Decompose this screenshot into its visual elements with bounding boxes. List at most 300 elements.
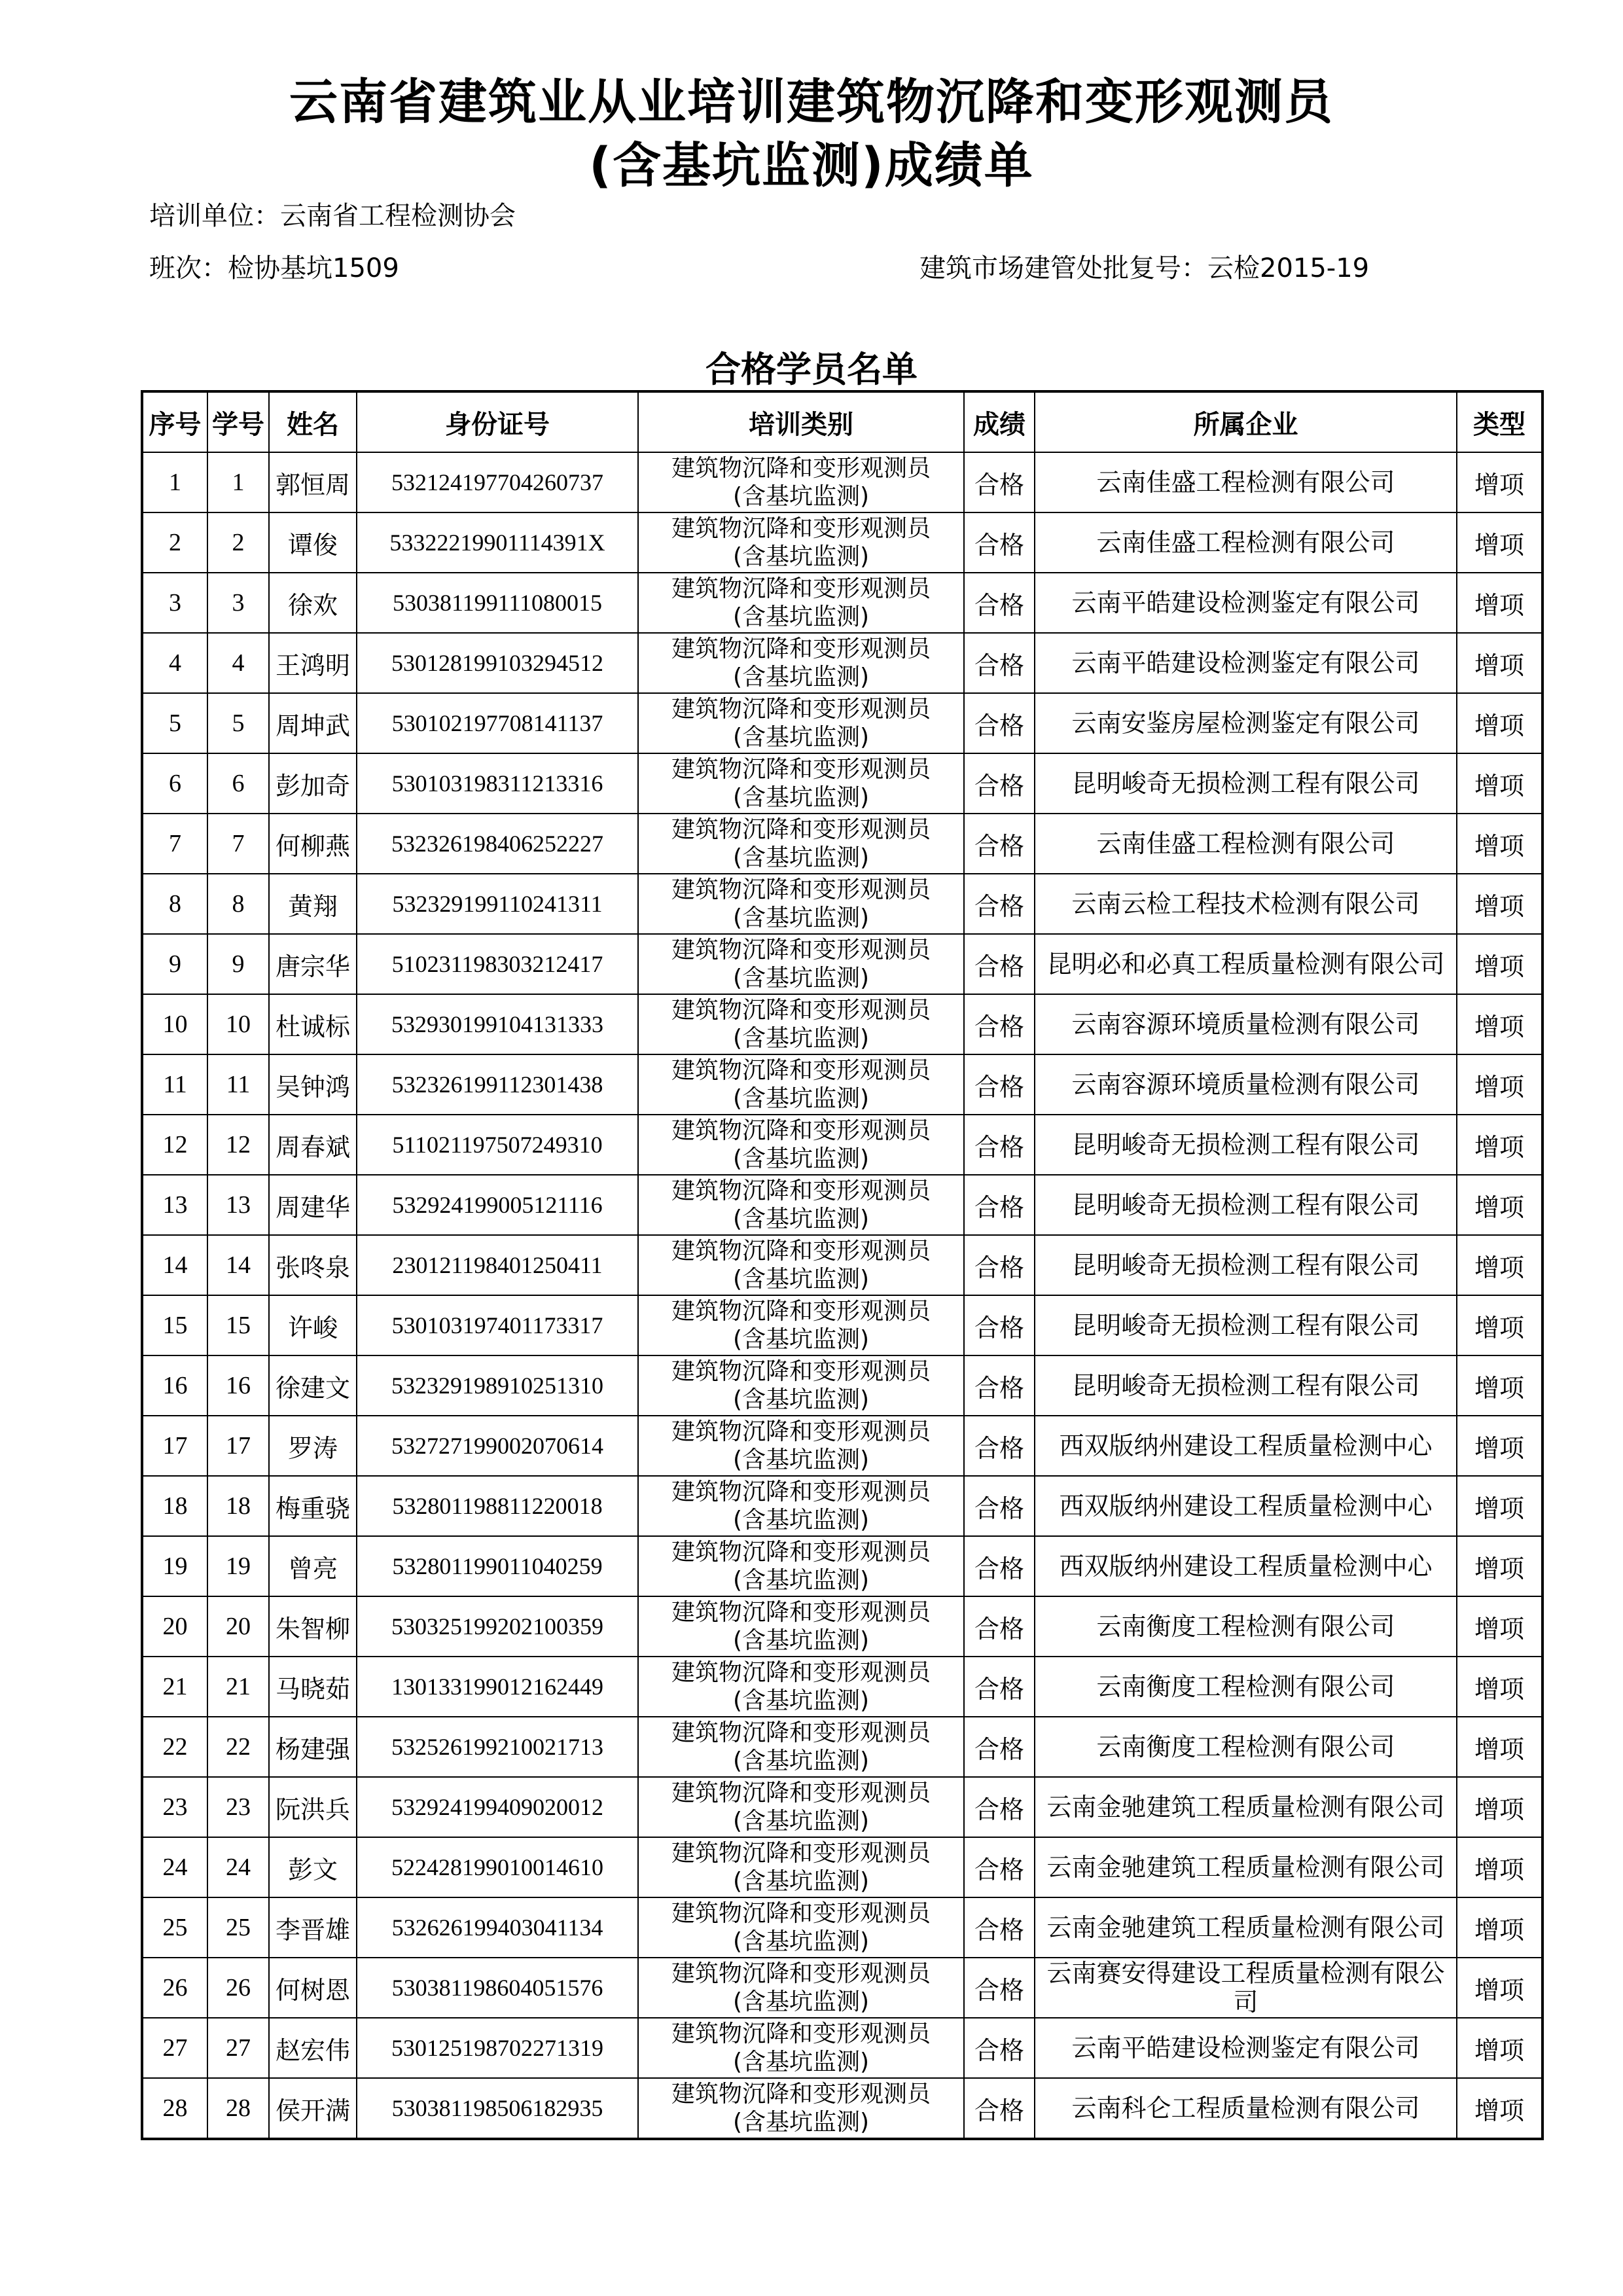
table-row bbox=[142, 1115, 1543, 1175]
cell-company: 云南平皓建设检测鉴定有限公司 bbox=[1035, 2018, 1457, 2078]
cell-type: 增项 bbox=[1457, 2078, 1543, 2139]
cell-type: 增项 bbox=[1457, 1054, 1543, 1115]
cell-type: 增项 bbox=[1457, 1657, 1543, 1717]
cell-id-number: 53322219901114391X bbox=[357, 512, 638, 573]
table-row bbox=[142, 1717, 1543, 1777]
table-row bbox=[142, 2078, 1543, 2139]
cell-training-category bbox=[638, 874, 964, 934]
cell-score: 合格 bbox=[964, 814, 1035, 874]
cell-score: 合格 bbox=[964, 1476, 1035, 1536]
training-category-line2: (含基坑监测) bbox=[732, 1206, 870, 1232]
cell-student-no: 19 bbox=[207, 1536, 269, 1596]
cell-score: 合格 bbox=[964, 1416, 1035, 1476]
cell-company: 云南衡度工程检测有限公司 bbox=[1035, 1657, 1457, 1717]
cell-student-no: 16 bbox=[207, 1355, 269, 1416]
cell-training-category bbox=[638, 452, 964, 512]
table-row bbox=[142, 1355, 1543, 1416]
cell-training-category bbox=[638, 1295, 964, 1355]
cell-training-category bbox=[638, 2078, 964, 2139]
training-category-line1: 建筑物沉降和变形观测员 bbox=[671, 1840, 931, 1867]
training-category-line1: 建筑物沉降和变形观测员 bbox=[671, 1117, 931, 1144]
cell-id-number: 532326199112301438 bbox=[357, 1054, 638, 1115]
training-category-line1: 建筑物沉降和变形观测员 bbox=[671, 1057, 931, 1084]
cell-score: 合格 bbox=[964, 1958, 1035, 2018]
training-category-line1: 建筑物沉降和变形观测员 bbox=[671, 1960, 931, 1987]
training-category-line1: 建筑物沉降和变形观测员 bbox=[671, 455, 931, 482]
table-row bbox=[142, 1476, 1543, 1536]
cell-training-category bbox=[638, 814, 964, 874]
training-category-line2: (含基坑监测) bbox=[732, 844, 870, 871]
cell-seq: 28 bbox=[142, 2078, 207, 2139]
cell-score: 合格 bbox=[964, 1777, 1035, 1837]
cell-student-no: 5 bbox=[207, 693, 269, 753]
table-row bbox=[142, 1536, 1543, 1596]
training-category-line1: 建筑物沉降和变形观测员 bbox=[671, 756, 931, 783]
cell-company: 西双版纳州建设工程质量检测中心 bbox=[1035, 1536, 1457, 1596]
cell-company: 昆明峻奇无损检测工程有限公司 bbox=[1035, 1175, 1457, 1235]
cell-score: 合格 bbox=[964, 1115, 1035, 1175]
cell-name: 何柳燕 bbox=[269, 814, 357, 874]
cell-name: 黄翔 bbox=[269, 874, 357, 934]
cell-score: 合格 bbox=[964, 452, 1035, 512]
table-row bbox=[142, 1777, 1543, 1837]
cell-seq: 18 bbox=[142, 1476, 207, 1536]
table-row bbox=[142, 1175, 1543, 1235]
cell-type: 增项 bbox=[1457, 1897, 1543, 1958]
column-header-score: 成绩 bbox=[964, 391, 1035, 452]
training-category-line2: (含基坑监测) bbox=[732, 1748, 870, 1774]
cell-student-no: 1 bbox=[207, 452, 269, 512]
cell-student-no: 10 bbox=[207, 994, 269, 1054]
training-category-line2: (含基坑监测) bbox=[732, 1507, 870, 1534]
training-category-line2: (含基坑监测) bbox=[732, 1808, 870, 1835]
cell-training-category bbox=[638, 1596, 964, 1657]
training-category-line1: 建筑物沉降和变形观测员 bbox=[671, 1298, 931, 1325]
cell-seq: 2 bbox=[142, 512, 207, 573]
cell-type: 增项 bbox=[1457, 994, 1543, 1054]
cell-score: 合格 bbox=[964, 1175, 1035, 1235]
training-category-line2: (含基坑监测) bbox=[732, 664, 870, 691]
cell-score: 合格 bbox=[964, 753, 1035, 814]
cell-seq: 25 bbox=[142, 1897, 207, 1958]
cell-student-no: 20 bbox=[207, 1596, 269, 1657]
cell-score: 合格 bbox=[964, 1536, 1035, 1596]
table-row bbox=[142, 994, 1543, 1054]
cell-name: 郭恒周 bbox=[269, 452, 357, 512]
training-category-line2: (含基坑监测) bbox=[732, 2109, 870, 2136]
table-row bbox=[142, 1837, 1543, 1897]
table-row bbox=[142, 1054, 1543, 1115]
training-category-line1: 建筑物沉降和变形观测员 bbox=[671, 1719, 931, 1746]
table-row bbox=[142, 2018, 1543, 2078]
cell-student-no: 22 bbox=[207, 1717, 269, 1777]
cell-id-number: 532924199409020012 bbox=[357, 1777, 638, 1837]
cell-seq: 24 bbox=[142, 1837, 207, 1897]
training-category-line2: (含基坑监测) bbox=[732, 1266, 870, 1293]
training-category-line2: (含基坑监测) bbox=[732, 1446, 870, 1473]
training-category-line1: 建筑物沉降和变形观测员 bbox=[671, 1599, 931, 1626]
training-category-line1: 建筑物沉降和变形观测员 bbox=[671, 1479, 931, 1505]
cell-type: 增项 bbox=[1457, 1536, 1543, 1596]
training-category-line1: 建筑物沉降和变形观测员 bbox=[671, 515, 931, 542]
table-header-row bbox=[142, 391, 1543, 452]
table-body bbox=[142, 452, 1543, 2139]
cell-training-category bbox=[638, 1958, 964, 2018]
column-header-training-category: 培训类别 bbox=[638, 391, 964, 452]
cell-name: 李晋雄 bbox=[269, 1897, 357, 1958]
cell-company: 云南衡度工程检测有限公司 bbox=[1035, 1717, 1457, 1777]
cell-seq: 10 bbox=[142, 994, 207, 1054]
cell-type: 增项 bbox=[1457, 2018, 1543, 2078]
cell-id-number: 530103198311213316 bbox=[357, 753, 638, 814]
cell-seq: 1 bbox=[142, 452, 207, 512]
training-category-line1: 建筑物沉降和变形观测员 bbox=[671, 575, 931, 602]
cell-training-category bbox=[638, 693, 964, 753]
cell-name: 谭俊 bbox=[269, 512, 357, 573]
cell-training-category bbox=[638, 934, 964, 994]
cell-training-category bbox=[638, 1115, 964, 1175]
cell-seq: 5 bbox=[142, 693, 207, 753]
cell-company: 云南容源环境质量检测有限公司 bbox=[1035, 1054, 1457, 1115]
cell-id-number: 530102197708141137 bbox=[357, 693, 638, 753]
cell-training-category bbox=[638, 1837, 964, 1897]
cell-seq: 15 bbox=[142, 1295, 207, 1355]
cell-score: 合格 bbox=[964, 874, 1035, 934]
cell-id-number: 532801198811220018 bbox=[357, 1476, 638, 1536]
training-category-line2: (含基坑监测) bbox=[732, 1145, 870, 1172]
cell-company: 西双版纳州建设工程质量检测中心 bbox=[1035, 1416, 1457, 1476]
cell-seq: 8 bbox=[142, 874, 207, 934]
cell-student-no: 26 bbox=[207, 1958, 269, 2018]
cell-id-number: 532924199005121116 bbox=[357, 1175, 638, 1235]
cell-type: 增项 bbox=[1457, 1355, 1543, 1416]
cell-company: 云南佳盛工程检测有限公司 bbox=[1035, 452, 1457, 512]
table-row bbox=[142, 934, 1543, 994]
cell-company: 云南云检工程技术检测有限公司 bbox=[1035, 874, 1457, 934]
cell-student-no: 18 bbox=[207, 1476, 269, 1536]
cell-training-category bbox=[638, 1175, 964, 1235]
cell-company: 昆明峻奇无损检测工程有限公司 bbox=[1035, 1355, 1457, 1416]
cell-type: 增项 bbox=[1457, 934, 1543, 994]
cell-name: 彭加奇 bbox=[269, 753, 357, 814]
cell-company: 昆明峻奇无损检测工程有限公司 bbox=[1035, 1235, 1457, 1295]
cell-id-number: 530325199202100359 bbox=[357, 1596, 638, 1657]
cell-name: 唐宗华 bbox=[269, 934, 357, 994]
cell-seq: 27 bbox=[142, 2018, 207, 2078]
cell-id-number: 532329198910251310 bbox=[357, 1355, 638, 1416]
cell-student-no: 14 bbox=[207, 1235, 269, 1295]
cell-type: 增项 bbox=[1457, 1837, 1543, 1897]
cell-type: 增项 bbox=[1457, 1596, 1543, 1657]
cell-seq: 23 bbox=[142, 1777, 207, 1837]
cell-company: 云南佳盛工程检测有限公司 bbox=[1035, 512, 1457, 573]
training-category-line2: (含基坑监测) bbox=[732, 1025, 870, 1052]
cell-company: 云南平皓建设检测鉴定有限公司 bbox=[1035, 633, 1457, 693]
table-row bbox=[142, 1958, 1543, 2018]
cell-seq: 22 bbox=[142, 1717, 207, 1777]
cell-name: 梅重骁 bbox=[269, 1476, 357, 1536]
table-row bbox=[142, 1897, 1543, 1958]
training-category-line1: 建筑物沉降和变形观测员 bbox=[671, 1177, 931, 1204]
cell-id-number: 532329199110241311 bbox=[357, 874, 638, 934]
cell-score: 合格 bbox=[964, 1657, 1035, 1717]
cell-seq: 3 bbox=[142, 573, 207, 633]
cell-company: 昆明峻奇无损检测工程有限公司 bbox=[1035, 753, 1457, 814]
cell-id-number: 530381198506182935 bbox=[357, 2078, 638, 2139]
cell-score: 合格 bbox=[964, 1837, 1035, 1897]
table-row bbox=[142, 1416, 1543, 1476]
table-row bbox=[142, 1657, 1543, 1717]
column-header-name: 姓名 bbox=[269, 391, 357, 452]
training-category-line2: (含基坑监测) bbox=[732, 1085, 870, 1112]
cell-training-category bbox=[638, 1235, 964, 1295]
cell-seq: 14 bbox=[142, 1235, 207, 1295]
cell-type: 增项 bbox=[1457, 693, 1543, 753]
cell-training-category bbox=[638, 1657, 964, 1717]
cell-type: 增项 bbox=[1457, 452, 1543, 512]
cell-type: 增项 bbox=[1457, 1235, 1543, 1295]
column-header-student-no: 学号 bbox=[207, 391, 269, 452]
cell-training-category bbox=[638, 1777, 964, 1837]
training-category-line1: 建筑物沉降和变形观测员 bbox=[671, 1780, 931, 1806]
cell-score: 合格 bbox=[964, 994, 1035, 1054]
cell-training-category bbox=[638, 573, 964, 633]
cell-type: 增项 bbox=[1457, 633, 1543, 693]
cell-score: 合格 bbox=[964, 1235, 1035, 1295]
training-category-line1: 建筑物沉降和变形观测员 bbox=[671, 1900, 931, 1927]
cell-score: 合格 bbox=[964, 2078, 1035, 2139]
training-category-line1: 建筑物沉降和变形观测员 bbox=[671, 1659, 931, 1686]
cell-seq: 16 bbox=[142, 1355, 207, 1416]
cell-training-category bbox=[638, 994, 964, 1054]
cell-score: 合格 bbox=[964, 1596, 1035, 1657]
cell-training-category bbox=[638, 1054, 964, 1115]
cell-company: 云南金驰建筑工程质量检测有限公司 bbox=[1035, 1897, 1457, 1958]
training-category-line2: (含基坑监测) bbox=[732, 543, 870, 570]
cell-id-number: 510231198303212417 bbox=[357, 934, 638, 994]
training-unit: 培训单位：云南省工程检测协会 bbox=[149, 201, 516, 231]
document-title-line1: 云南省建筑业从业培训建筑物沉降和变形观测员 bbox=[289, 74, 1334, 130]
cell-type: 增项 bbox=[1457, 1476, 1543, 1536]
cell-id-number: 522428199010014610 bbox=[357, 1837, 638, 1897]
cell-type: 增项 bbox=[1457, 573, 1543, 633]
cell-student-no: 24 bbox=[207, 1837, 269, 1897]
cell-id-number: 532727199002070614 bbox=[357, 1416, 638, 1476]
cell-score: 合格 bbox=[964, 693, 1035, 753]
training-category-line2: (含基坑监测) bbox=[732, 784, 870, 811]
cell-seq: 7 bbox=[142, 814, 207, 874]
training-category-line1: 建筑物沉降和变形观测员 bbox=[671, 1539, 931, 1566]
table-row bbox=[142, 753, 1543, 814]
approval-number: 建筑市场建管处批复号：云检2015-19 bbox=[919, 253, 1370, 283]
cell-training-category bbox=[638, 1476, 964, 1536]
cell-id-number: 532801199011040259 bbox=[357, 1536, 638, 1596]
cell-type: 增项 bbox=[1457, 1295, 1543, 1355]
cell-type: 增项 bbox=[1457, 1175, 1543, 1235]
cell-score: 合格 bbox=[964, 934, 1035, 994]
cell-type: 增项 bbox=[1457, 1717, 1543, 1777]
column-header-company: 所属企业 bbox=[1035, 391, 1457, 452]
cell-seq: 12 bbox=[142, 1115, 207, 1175]
cell-id-number: 532526199210021713 bbox=[357, 1717, 638, 1777]
cell-training-category bbox=[638, 1897, 964, 1958]
column-header-id-number: 身份证号 bbox=[357, 391, 638, 452]
cell-name: 阮洪兵 bbox=[269, 1777, 357, 1837]
list-title: 合格学员名单 bbox=[705, 349, 918, 390]
cell-seq: 20 bbox=[142, 1596, 207, 1657]
cell-name: 赵宏伟 bbox=[269, 2018, 357, 2078]
training-category-line1: 建筑物沉降和变形观测员 bbox=[671, 876, 931, 903]
cell-name: 周坤武 bbox=[269, 693, 357, 753]
cell-company: 云南科仑工程质量检测有限公司 bbox=[1035, 2078, 1457, 2139]
cell-student-no: 11 bbox=[207, 1054, 269, 1115]
cell-student-no: 17 bbox=[207, 1416, 269, 1476]
table-row bbox=[142, 693, 1543, 753]
cell-student-no: 27 bbox=[207, 2018, 269, 2078]
cell-company: 云南金驰建筑工程质量检测有限公司 bbox=[1035, 1777, 1457, 1837]
cell-training-category bbox=[638, 633, 964, 693]
cell-student-no: 15 bbox=[207, 1295, 269, 1355]
training-category-line2: (含基坑监测) bbox=[732, 1928, 870, 1955]
cell-name: 杜诚标 bbox=[269, 994, 357, 1054]
training-category-line2: (含基坑监测) bbox=[732, 1567, 870, 1594]
training-category-line2: (含基坑监测) bbox=[732, 905, 870, 931]
cell-seq: 21 bbox=[142, 1657, 207, 1717]
cell-type: 增项 bbox=[1457, 1115, 1543, 1175]
cell-type: 增项 bbox=[1457, 512, 1543, 573]
cell-score: 合格 bbox=[964, 1717, 1035, 1777]
cell-student-no: 4 bbox=[207, 633, 269, 693]
cell-training-category bbox=[638, 2018, 964, 2078]
table-row bbox=[142, 573, 1543, 633]
cell-seq: 17 bbox=[142, 1416, 207, 1476]
table-row bbox=[142, 1295, 1543, 1355]
training-category-line2: (含基坑监测) bbox=[732, 1868, 870, 1895]
cell-type: 增项 bbox=[1457, 1777, 1543, 1837]
cell-student-no: 9 bbox=[207, 934, 269, 994]
table-row bbox=[142, 874, 1543, 934]
cell-type: 增项 bbox=[1457, 1416, 1543, 1476]
cell-name: 曾亮 bbox=[269, 1536, 357, 1596]
cell-id-number: 532124197704260737 bbox=[357, 452, 638, 512]
cell-seq: 11 bbox=[142, 1054, 207, 1115]
cell-name: 杨建强 bbox=[269, 1717, 357, 1777]
cell-seq: 9 bbox=[142, 934, 207, 994]
cell-seq: 26 bbox=[142, 1958, 207, 2018]
training-category-line2: (含基坑监测) bbox=[732, 1687, 870, 1714]
cell-name: 王鸿明 bbox=[269, 633, 357, 693]
cell-company: 云南平皓建设检测鉴定有限公司 bbox=[1035, 573, 1457, 633]
cell-student-no: 2 bbox=[207, 512, 269, 573]
table-row bbox=[142, 1596, 1543, 1657]
cell-student-no: 13 bbox=[207, 1175, 269, 1235]
cell-student-no: 28 bbox=[207, 2078, 269, 2139]
cell-id-number: 530103197401173317 bbox=[357, 1295, 638, 1355]
cell-student-no: 3 bbox=[207, 573, 269, 633]
cell-training-category bbox=[638, 1416, 964, 1476]
training-category-line1: 建筑物沉降和变形观测员 bbox=[671, 1238, 931, 1265]
cell-name: 徐建文 bbox=[269, 1355, 357, 1416]
cell-name: 马晓茹 bbox=[269, 1657, 357, 1717]
cell-score: 合格 bbox=[964, 2018, 1035, 2078]
table-row bbox=[142, 633, 1543, 693]
cell-company: 云南安鉴房屋检测鉴定有限公司 bbox=[1035, 693, 1457, 753]
cell-company: 云南金驰建筑工程质量检测有限公司 bbox=[1035, 1837, 1457, 1897]
cell-id-number: 130133199012162449 bbox=[357, 1657, 638, 1717]
cell-training-category bbox=[638, 1536, 964, 1596]
training-category-line1: 建筑物沉降和变形观测员 bbox=[671, 997, 931, 1024]
cell-type: 增项 bbox=[1457, 753, 1543, 814]
cell-name: 侯开满 bbox=[269, 2078, 357, 2139]
cell-training-category bbox=[638, 1717, 964, 1777]
cell-company: 昆明必和必真工程质量检测有限公司 bbox=[1035, 934, 1457, 994]
training-category-line1: 建筑物沉降和变形观测员 bbox=[671, 2020, 931, 2047]
cell-name: 周建华 bbox=[269, 1175, 357, 1235]
table-row bbox=[142, 1235, 1543, 1295]
training-category-line2: (含基坑监测) bbox=[732, 603, 870, 630]
cell-id-number: 511021197507249310 bbox=[357, 1115, 638, 1175]
cell-id-number: 530381199111080015 bbox=[357, 573, 638, 633]
cell-score: 合格 bbox=[964, 633, 1035, 693]
cell-name: 徐欢 bbox=[269, 573, 357, 633]
cell-student-no: 21 bbox=[207, 1657, 269, 1717]
document-title-line2: (含基坑监测)成绩单 bbox=[589, 137, 1034, 194]
cell-name: 朱智柳 bbox=[269, 1596, 357, 1657]
cell-student-no: 8 bbox=[207, 874, 269, 934]
cell-seq: 6 bbox=[142, 753, 207, 814]
cell-name: 张咚泉 bbox=[269, 1235, 357, 1295]
cell-id-number: 532326198406252227 bbox=[357, 814, 638, 874]
training-category-line2: (含基坑监测) bbox=[732, 1326, 870, 1353]
cell-name: 周春斌 bbox=[269, 1115, 357, 1175]
cell-training-category bbox=[638, 1355, 964, 1416]
cell-student-no: 6 bbox=[207, 753, 269, 814]
cell-score: 合格 bbox=[964, 1897, 1035, 1958]
training-category-line1: 建筑物沉降和变形观测员 bbox=[671, 816, 931, 843]
training-category-line2: (含基坑监测) bbox=[732, 483, 870, 510]
cell-id-number: 230121198401250411 bbox=[357, 1235, 638, 1295]
cell-company: 云南容源环境质量检测有限公司 bbox=[1035, 994, 1457, 1054]
training-category-line2: (含基坑监测) bbox=[732, 965, 870, 992]
column-header-type: 类型 bbox=[1457, 391, 1543, 452]
cell-name: 罗涛 bbox=[269, 1416, 357, 1476]
table-row bbox=[142, 452, 1543, 512]
cell-name: 何树恩 bbox=[269, 1958, 357, 2018]
results-table bbox=[141, 390, 1544, 2140]
cell-seq: 19 bbox=[142, 1536, 207, 1596]
table-row bbox=[142, 814, 1543, 874]
column-header-seq: 序号 bbox=[142, 391, 207, 452]
cell-name: 吴钟鸿 bbox=[269, 1054, 357, 1115]
cell-id-number: 530128199103294512 bbox=[357, 633, 638, 693]
cell-id-number: 530125198702271319 bbox=[357, 2018, 638, 2078]
cell-score: 合格 bbox=[964, 1295, 1035, 1355]
class-name: 班次：检协基坑1509 bbox=[149, 253, 399, 283]
cell-seq: 13 bbox=[142, 1175, 207, 1235]
cell-type: 增项 bbox=[1457, 814, 1543, 874]
cell-id-number: 532626199403041134 bbox=[357, 1897, 638, 1958]
cell-id-number: 530381198604051576 bbox=[357, 1958, 638, 2018]
cell-student-no: 12 bbox=[207, 1115, 269, 1175]
cell-training-category bbox=[638, 512, 964, 573]
cell-type: 增项 bbox=[1457, 874, 1543, 934]
training-category-line1: 建筑物沉降和变形观测员 bbox=[671, 2081, 931, 2108]
cell-student-no: 7 bbox=[207, 814, 269, 874]
cell-score: 合格 bbox=[964, 1054, 1035, 1115]
cell-name: 彭文 bbox=[269, 1837, 357, 1897]
cell-company: 云南衡度工程检测有限公司 bbox=[1035, 1596, 1457, 1657]
cell-company: 昆明峻奇无损检测工程有限公司 bbox=[1035, 1115, 1457, 1175]
